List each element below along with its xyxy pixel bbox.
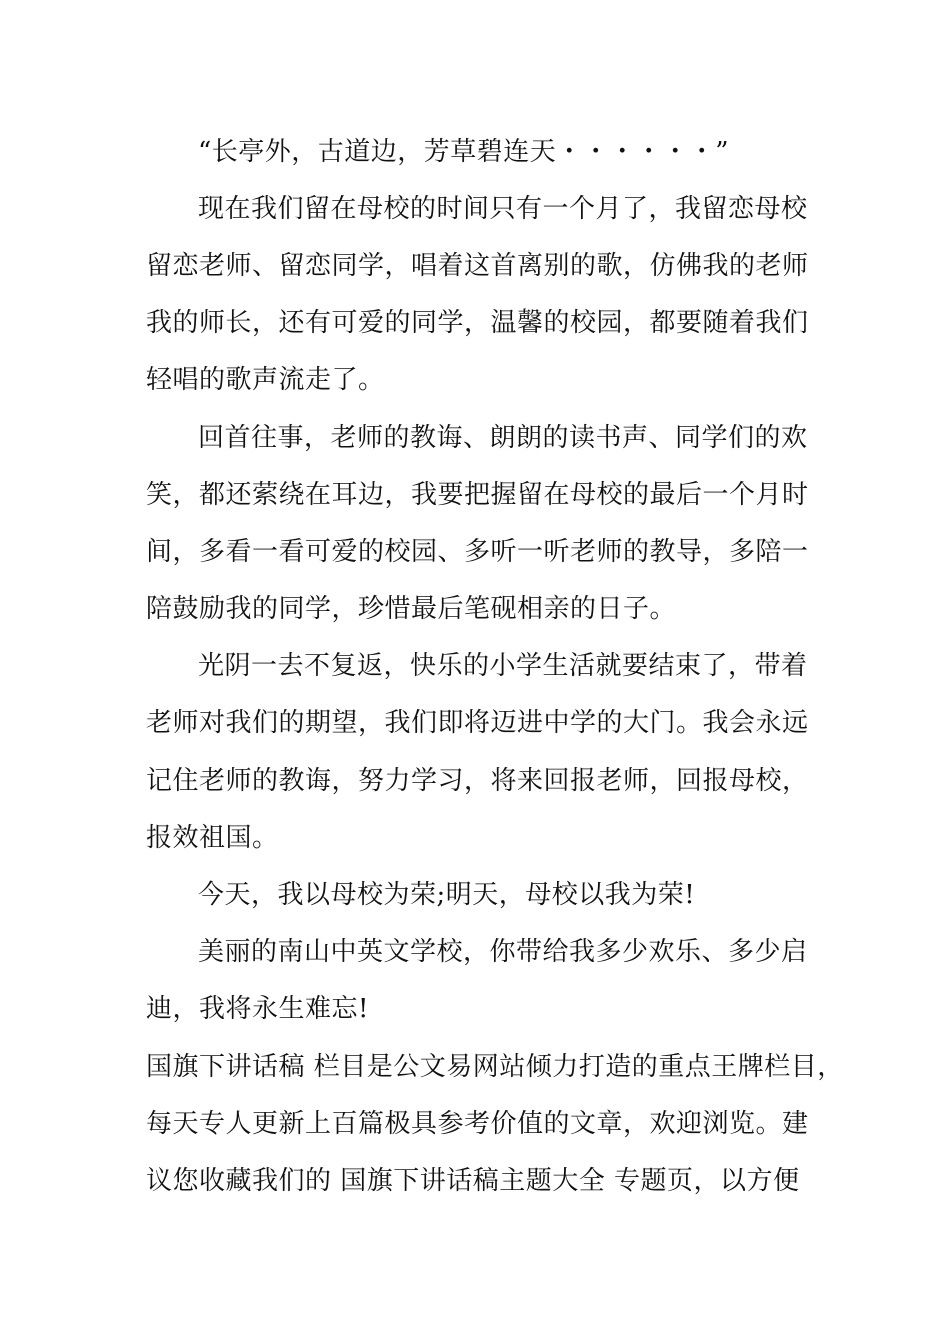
paragraph-line: 留恋老师、留恋同学，唱着这首离别的歌，仿佛我的老师	[146, 251, 809, 281]
paragraph-line: 光阴一去不复返，快乐的小学生活就要结束了，带着	[198, 651, 808, 681]
paragraph-line: 我的师长，还有可爱的同学，温馨的校园，都要随着我们	[146, 308, 809, 338]
paragraph-line: 间，多看一看可爱的校园、多听一听老师的教导，多陪一	[146, 537, 809, 567]
paragraph-line: 老师对我们的期望，我们即将迈进中学的大门。我会永远	[146, 708, 809, 738]
paragraph-line: 轻唱的歌声流走了。	[146, 365, 385, 395]
quote-line: “长亭外，古道边，芳草碧连天・・・・・・”	[198, 137, 730, 167]
paragraph-line: 笑，都还萦绕在耳边，我要把握留在母校的最后一个月时	[146, 480, 809, 510]
footer-promo-line: 每天专人更新上百篇极具参考价值的文章，欢迎浏览。建	[146, 1109, 809, 1139]
paragraph-line: 今天，我以母校为荣;明天，母校以我为荣!	[198, 880, 696, 910]
footer-promo-line: 国旗下讲话稿 栏目是公文易网站倾力打造的重点王牌栏目，	[146, 1052, 844, 1082]
paragraph-line: 回首往事，老师的教诲、朗朗的读书声、同学们的欢	[198, 423, 808, 453]
paragraph-line: 迪，我将永生难忘!	[146, 994, 369, 1024]
paragraph-line: 报效祖国。	[146, 823, 279, 853]
paragraph-line: 陪鼓励我的同学，珍惜最后笔砚相亲的日子。	[146, 594, 677, 624]
footer-promo-line: 议您收藏我们的 国旗下讲话稿主题大全 专题页，以方便	[146, 1166, 800, 1196]
paragraph-line: 现在我们留在母校的时间只有一个月了，我留恋母校	[198, 194, 808, 224]
paragraph-line: 美丽的南山中英文学校，你带给我多少欢乐、多少启	[198, 937, 808, 967]
paragraph-line: 记住老师的教诲，努力学习，将来回报老师，回报母校，	[146, 766, 809, 796]
